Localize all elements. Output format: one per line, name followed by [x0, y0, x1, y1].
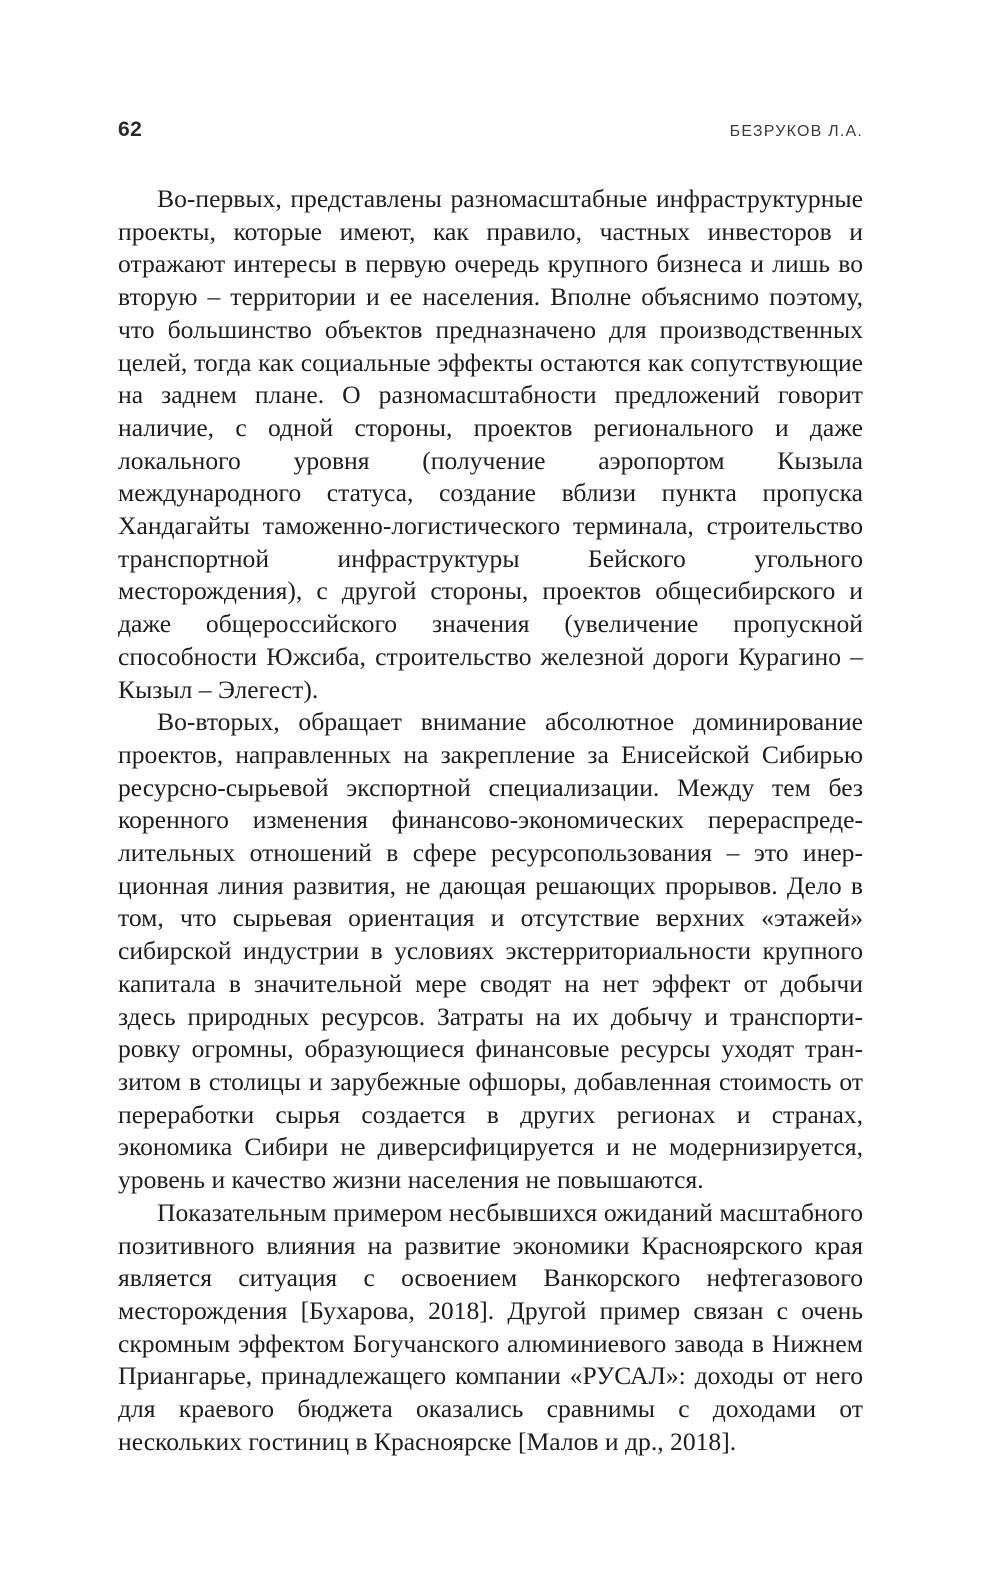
paragraph-3: Показательным примером несбывшихся ожиданий масштабного позитивного влияния на развитие экономики Красноярского края является ситуация с освоением Ванкорского нефтегазового месторождения [Бухарова, 2018]. Другой пример связан с очень скромным эффектом Богучанского алюминиевого завода в Нижнем Приангарье, принадлежащего компании «РУСАЛ»: доходы от него для краевого бюджета оказались сравнимы с доходами от нескольких гостиниц в Красноярске [Малов и др., 2018]. — [118, 1197, 863, 1456]
running-author: БЕЗРУКОВ Л.А. — [729, 123, 863, 140]
running-header — [118, 118, 863, 146]
paragraph-2: Во-вторых, обращает внимание абсолютное доминирование проектов, направленных на закрепление за Енисейской Сибирью ресурсно-сырьевой экспортной специализации. Между тем без коренного изменения финансово-экономических перераспределительных отношений в сфере ресурсопользования – это инерционная линия развития, не дающая решающих прорывов. Дело в том, что сырьевая ориентация и отсутствие верхних «этажей» сибирской индустрии в условиях экстерриториальности крупного капитала в значительной мере сводят на нет эффект от добычи здесь природных ресурсов. Затраты на их добычу и транспортировку огромны, образующиеся финансовые ресурсы уходят транзитом в столицы и зарубежные офшоры, добавленная стоимость от переработки сырья создается в других регионах и странах, экономика Сибири не диверсифицируется и не модернизируется, уровень и качество жизни населения не повышаются. — [118, 707, 863, 1195]
page-number: 62 — [118, 118, 143, 141]
paragraph-1: Во-первых, представлены разномасштабные инфраструктурные проекты, которые имеют, как правило, частных инвесторов и отражают интересы в первую очередь крупного бизнеса и лишь во вторую – территории и ее населения. Вполне объяснимо поэтому, что большинство объектов предназначено для производственных целей, тогда как социальные эффекты остаются как сопутствующие на заднем плане. О разномасштабности предложений говорит наличие, с одной стороны, проектов регионального и даже локального уровня (получение аэропортом Кызыла международного статуса, создание вблизи пункта пропуска Хандагайты таможенно-логистического терминала, строительство транспортной инфраструктуры Бейского угольного месторождения), с другой стороны, проектов общесибирского и даже общероссийского значения (увеличение пропускной способности Южсиба, строительство железной дороги Курагино – Кызыл – Элегест). — [118, 184, 863, 704]
body-text — [118, 183, 863, 1458]
